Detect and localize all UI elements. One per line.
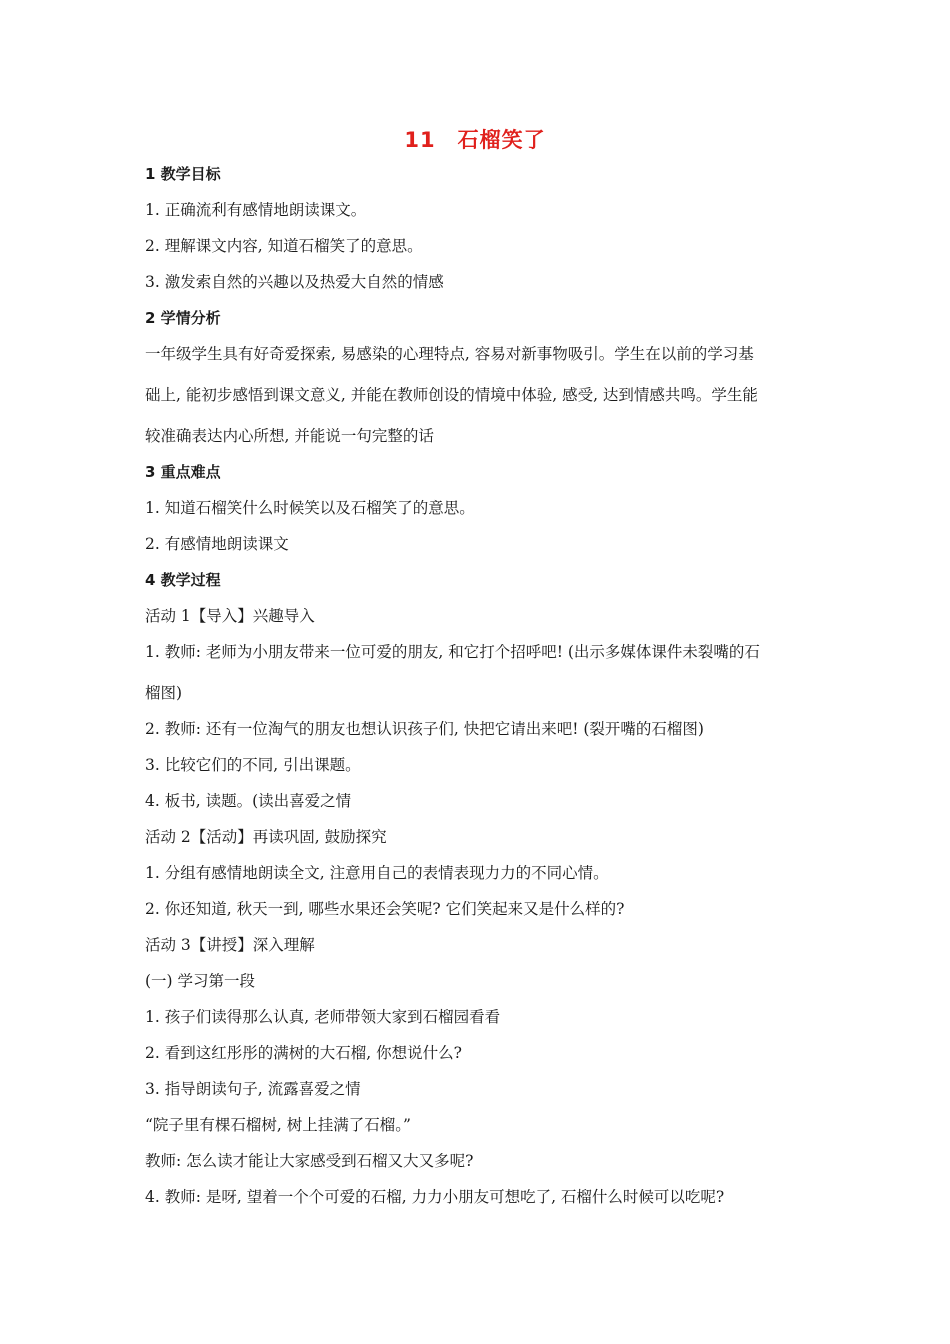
- text-line: 2. 你还知道, 秋天一到, 哪些水果还会笑呢? 它们笑起来又是什么样的?: [145, 900, 625, 918]
- text-line: 教师: 怎么读才能让大家感受到石榴又大又多呢?: [145, 1152, 474, 1170]
- text-line: 2. 看到这红彤彤的满树的大石榴, 你想说什么?: [145, 1044, 462, 1062]
- text-line: 较准确表达内心所想, 并能说一句完整的话: [145, 427, 434, 445]
- text-line: 1. 孩子们读得那么认真, 老师带领大家到石榴园看看: [145, 1008, 501, 1026]
- text-line: 3. 激发索自然的兴趣以及热爱大自然的情感: [145, 273, 444, 291]
- text-line: 2. 教师: 还有一位淘气的朋友也想认识孩子们, 快把它请出来吧! (裂开嘴的石榴图): [145, 720, 704, 738]
- text-line: 4. 教师: 是呀, 望着一个个可爱的石榴, 力力小朋友可想吃了, 石榴什么时候可以吃呢?: [145, 1188, 725, 1206]
- text-line: 榴图): [145, 684, 183, 702]
- text-line: 活动 3【讲授】深入理解: [145, 936, 315, 954]
- text-line: 4. 板书, 读题。(读出喜爱之情: [145, 792, 352, 810]
- text-line: 1. 正确流利有感情地朗读课文。: [145, 201, 367, 219]
- text-line: 1. 分组有感情地朗读全文, 注意用自己的表情表现力力的不同心情。: [145, 864, 609, 882]
- text-line: (一) 学习第一段: [145, 972, 256, 990]
- text-line: 2. 理解课文内容, 知道石榴笑了的意思。: [145, 237, 423, 255]
- text-line: 2. 有感情地朗读课文: [145, 535, 289, 553]
- text-line: 1. 知道石榴笑什么时候笑以及石榴笑了的意思。: [145, 499, 475, 517]
- section-heading: 1 教学目标: [145, 165, 221, 183]
- text-line: 3. 指导朗读句子, 流露喜爱之情: [145, 1080, 361, 1098]
- text-line: 一年级学生具有好奇爱探索, 易感染的心理特点, 容易对新事物吸引。学生在以前的学习基: [145, 345, 754, 363]
- text-line: 1. 教师: 老师为小朋友带来一位可爱的朋友, 和它打个招呼吧! (出示多媒体课件未裂嘴的石: [145, 643, 760, 661]
- text-line: 3. 比较它们的不同, 引出课题。: [145, 756, 361, 774]
- section-heading: 2 学情分析: [145, 309, 221, 327]
- text-line: 础上, 能初步感悟到课文意义, 并能在教师创设的情境中体验, 感受, 达到情感共鸣。学生能: [145, 386, 758, 404]
- section-heading: 3 重点难点: [145, 463, 221, 481]
- text-line: “院子里有棵石榴树, 树上挂满了石榴。”: [145, 1116, 411, 1134]
- text-line: 活动 1【导入】兴趣导入: [145, 607, 315, 625]
- section-heading: 4 教学过程: [145, 571, 221, 589]
- page-title: 11 石榴笑了: [404, 128, 546, 152]
- text-line: 活动 2【活动】再读巩固, 鼓励探究: [145, 828, 387, 846]
